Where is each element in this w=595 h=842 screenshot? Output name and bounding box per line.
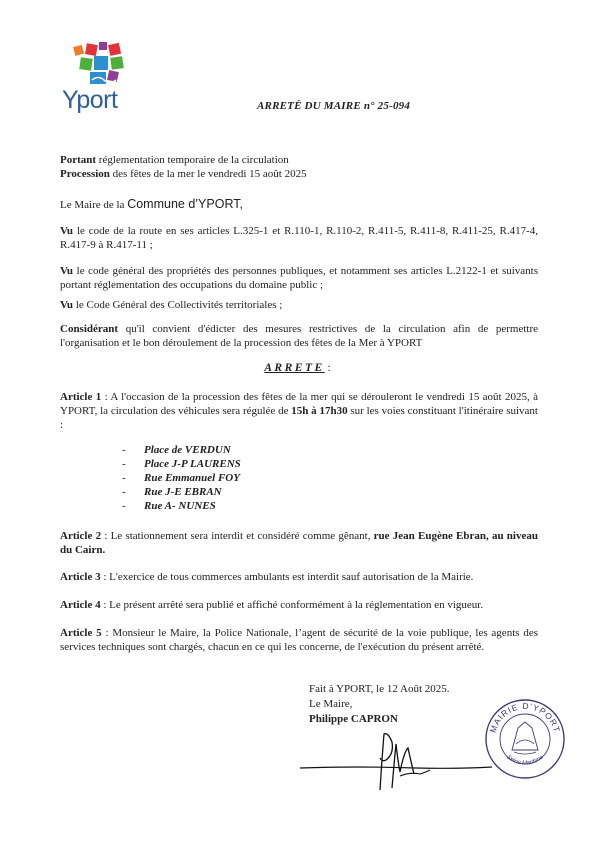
subject-line-2: Procession des fêtes de la mer le vendredi 15 août 2025 [60,168,307,180]
street-item: - Rue Emmanuel FOY [122,472,240,484]
article-2: Article 2 : Le stationnement sera interdit et considéré comme gênant, rue Jean Eugène Ebran, au niveau du Cairn. [60,530,538,556]
street-item: - Place J-P LAURENS [122,458,241,470]
svg-text:Seine Maritime [505,754,545,766]
intro-line: Le Maire de la Commune d’YPORT, [60,197,243,211]
article-1: Article 1 : A l'occasion de la procession des fêtes de la mer qui se dérouleront le vendredi 15 août 2025, à YPORT, la circulation des véhicules sera régulée de 15h à 17h30 sur les voies constituant l'itinéraire suivant : [60,391,538,431]
article-3: Article 3 : L'exercice de tous commerces ambulants est interdit sauf autorisation de la Mairie. [60,571,474,583]
svg-text:MAIRIE D'YPORT [488,701,563,734]
decree-heading: ARRETE : [264,362,331,374]
mayor-signature-icon [296,728,496,798]
consideration-3: Vu le Code Général des Collectivités territoriales ; [60,299,283,311]
subject-line-1: Portant réglementation temporaire de la circulation [60,154,289,166]
article-4: Article 4 : Le présent arrêté sera publié et affiché conformément à la réglementation en vigueur. [60,599,484,611]
article-5: Article 5 : Monsieur le Maire, la Police Nationale, l’agent de sécurité de la voie publique, les agents des services techniques sont chargés, chacun en ce qui les concerne, de l'exécution du présent arrêté. [60,627,538,653]
street-item: - Rue J-E EBRAN [122,486,222,498]
mairie-seal-stamp-icon [484,698,566,780]
signoff-name: Philippe CAPRON [309,713,398,725]
street-item: - Rue A- NUNES [122,500,216,512]
signoff-role: Le Maire, [309,698,353,710]
street-item: - Place de VERDUN [122,444,231,456]
decree-number-title: ARRETÉ DU MAIRE n° 25-094 [257,100,411,112]
subject-block [60,153,538,181]
signoff-block [309,682,450,727]
seal-text-bottom: Seine Maritime [505,754,545,767]
street-list [122,443,241,513]
logo-wordmark: Yport [62,86,118,114]
commune-name: Commune d’YPORT, [127,197,243,211]
yport-logo [62,42,142,118]
consideration-4: Considérant qu'il convient d'édicter des mesures restrictives de la circulation afin de permettre l'organisation et le bon déroulement de la procession des fêtes de la Mer à YPORT [60,323,538,349]
consideration-1: Vu le code de la route en ses articles L.325-1 et R.110-1, R.110-2, R.411-5, R.411-8, R.411-25, R.417-4, R.417-9 à R.417-11 ; [60,225,538,251]
yport-logo-mark-icon [68,42,130,88]
consideration-2: Vu le code général des propriétés des personnes publiques, et notamment ses articles L.2122-1 et suivants portant réglementation des occupations du domaine public ; [60,265,538,291]
signoff-place-date: Fait à YPORT, le 12 Août 2025. [309,683,450,695]
seal-text-top: MAIRIE D'YPORT [487,700,563,734]
